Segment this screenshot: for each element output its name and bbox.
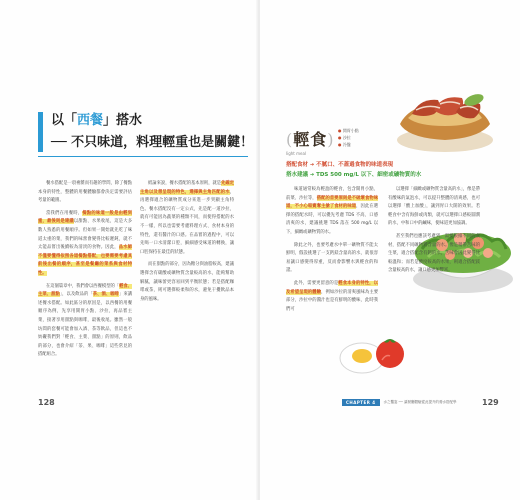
left-page	[0, 0, 259, 500]
body-text: ，例如沙拉的清爽風味為主要部分，沙拉中的醬汁也是有鮮明的酸味，此時我們可	[286, 289, 379, 312]
body-paragraph	[140, 180, 234, 257]
highlighted-text: 搭配的首要原則是不破壞食物味道，不小心喧賓奪主搶了食材的味道	[286, 195, 379, 210]
page-number: 128	[38, 398, 55, 407]
body-text: 而在甜點的部分，因為糖分與油脂較高，建議選擇含有碳酸或礦物質含量較高的水，能夠幫助解膩，讓味蕾更容易回到平衡狀態；若是搭配咖啡或茶，則可選擇較柔和的水，避免干擾飲品本身的風味。	[140, 262, 234, 302]
arrow-right-icon: ➔	[309, 172, 315, 178]
pairing-row-water: 搭水建議 ➔ TDS 500 mg/L 以下、細密或礦物質的水	[286, 172, 422, 178]
title-accent: 西餐	[77, 113, 104, 128]
title-line-1: 以「西餐」搭水	[51, 113, 143, 128]
pairing-summary	[286, 160, 421, 180]
section-title-group	[286, 127, 335, 156]
title-block	[38, 112, 254, 152]
right-column-2	[388, 186, 480, 280]
body-text: 」來講述餐水搭配。如此區分的原因是，以西餐的用餐順序為例，先享用開胃小點、沙拉，再品嘗主菜，接著享用甜點與咖啡，最後收尾。雖然一般坊間的套餐可能會加入酒、茶等飲品，但這也不妨礙我們對「輕食、主菜、甜點」的原則，飲品的部分，也會介紹「茶、果、咖啡」這些常見的搭配組合。	[38, 292, 133, 358]
body-paragraph	[38, 283, 132, 360]
title-line-2: ── 不只味道，料理輕重也是關鍵！	[51, 135, 254, 150]
body-text: 以甜點、水果收尾，這是大多數人熟悉的用餐順序。但如果一開始就先吃了味道太重的菜，我們的味蕾會變得比較遲鈍，就不太能品嘗出後續較為清淡的食物。因此，	[38, 219, 133, 251]
chapter-tag: CHAPTER 4	[342, 399, 380, 406]
highlighted-text: 茶、酒、咖啡	[92, 292, 119, 298]
body-text: 以選擇「細緻或礦物質含量高的水」，像是帶有酸味的氣泡水，可以提升整體的清爽感，也可以選擇「酸上加酸」，讓到胃口大開的效果。若輕食中含有海鮮或肉類，就可以選擇口感較圓潤的水，中和口中的鹹味，使味道更加協調。	[388, 187, 480, 227]
body-paragraph	[388, 233, 480, 276]
body-text: 」，以及飲品的「	[59, 292, 93, 298]
highlighted-text: 輕食本身的特性，以及希望呈現的體驗	[286, 280, 379, 295]
highlighted-text: 品水師不僅要懂得依照各道餐點搭配，也要需要考慮其前後出餐的順序，甚至是餐廳的菜系與食材特性。	[38, 245, 133, 276]
highlighted-text: 先確定主角以及想呈現的特色，選擇與主角匹配的水	[140, 181, 235, 195]
category-list	[338, 127, 359, 148]
body-paragraph	[388, 186, 480, 229]
highlighted-text: 輕食、主菜、甜點	[38, 283, 133, 298]
highlighted-text: 餐點的味道一般是由輕到重，最後則是建議	[38, 210, 132, 225]
left-column-2	[140, 180, 234, 308]
egg-tomato-illustration	[334, 318, 412, 380]
category-item: ● 沙拉	[338, 135, 351, 140]
section-subtitle: light meal	[286, 151, 307, 156]
left-column-1	[38, 180, 132, 364]
page-number-right: 129	[482, 398, 499, 407]
category-item: ● 冷盤	[338, 142, 351, 147]
body-text: 在這個篇章中，我們會以西餐模型的「	[46, 283, 120, 289]
section-title: (輕食)	[286, 130, 335, 149]
body-text: 此外，需要更留意的是	[294, 280, 339, 286]
category-item: ● 開胃小點	[338, 128, 359, 133]
body-text: 餐水搭配是一項複雜而有趣的學問，除了餐點本身的特性，整體的用餐體驗都會決定需要評估考量的範圍。	[38, 181, 132, 204]
body-text: 紙論來說，餐水搭配的基本原則，就是	[148, 181, 222, 186]
sandwich-illustration	[390, 84, 500, 158]
body-paragraph	[38, 210, 132, 279]
body-text: 甚至我們也應該考慮到，需要根據不同的食材，搭配不同礦物質含量的水。像是稍帶苦味的生菜，適合搭配含有鈣的水，苦味會因此變得比較溫和；而若是酸度較高的水果，則適合搭配鎂含量較高的水，讓口感更加豐富。	[388, 233, 480, 274]
pairing-row-food: 搭配食材 ➔ 不膩口、不蓋過食物的味道表現	[286, 162, 394, 168]
section-heading	[38, 112, 254, 152]
body-text: 味道通常較為輕盈的輕食，包含開胃小點、前菜、沙拉等，	[286, 187, 378, 201]
title-underline	[38, 156, 248, 157]
body-paragraph	[286, 186, 378, 238]
body-paragraph	[140, 261, 234, 304]
chapter-footer	[342, 399, 456, 406]
body-paragraph	[286, 280, 378, 314]
body-text: 除此之外，也要考慮水中單一礦物質不能太鮮明，假設挑選了一支鈣鎂含量高的水，就很容易讓口感變得厚重，反而會影響水與輕食的和諧。	[286, 242, 378, 274]
arrow-right-icon: ➔	[309, 162, 315, 168]
body-paragraph	[38, 180, 132, 206]
right-column-1	[286, 186, 378, 318]
body-paragraph	[286, 242, 378, 276]
chapter-title: 水之饗宴 ── 讓餐廳體驗從此提升的餐水搭配學	[383, 400, 457, 404]
body-text: ，因此在選擇的搭配水時，可以優先考慮 TDS 不高、口感清爽的水，建議挑選 TDS 落在 500 mg/L 以下，細緻或礦物質的水。	[286, 204, 379, 235]
body-text: 當我們在用餐時，	[46, 210, 83, 216]
body-text: ，再選擇適合的礦物質成分來進一步突顯主角特色。餐水搭配沒有一定公式，先是配一道沙拉，就有可能因為蔬菜的種類不同，而使得搭配的水不一樣，所以也需要考慮料理方式、食材本身的特性，還有醬汁的口感。在品嘗的過程中，可以先喝一口水清潔口腔，細細感受味道的轉換，讓口腔保持在最佳的狀態。	[140, 189, 234, 255]
